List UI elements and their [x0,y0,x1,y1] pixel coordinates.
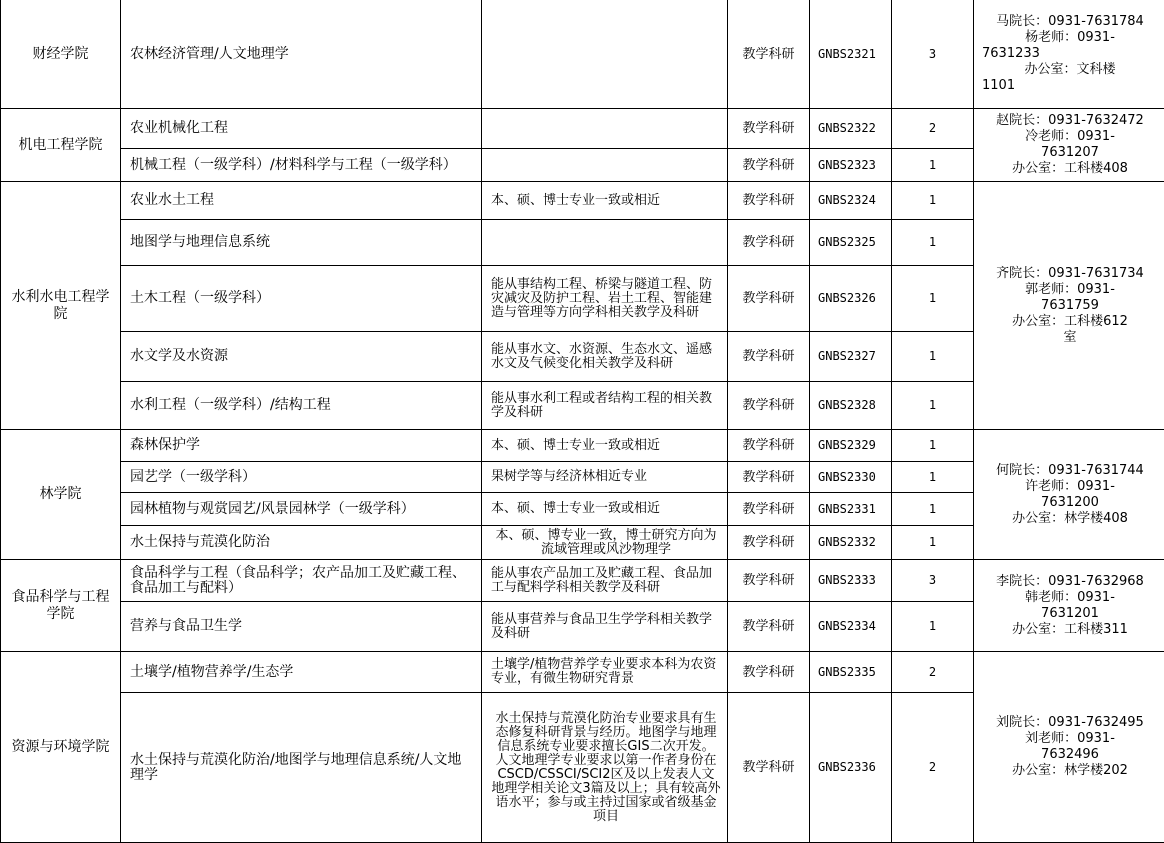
requirement-cell: 本、硕、博士专业一致或相近 [482,430,728,462]
college-name: 机电工程学院 [1,109,121,182]
table-row [1,0,1164,109]
contact-dean: 何院长：0931-7631744 [996,462,1144,478]
position-code: GNBS2324 [810,182,892,220]
headcount: 2 [892,693,974,843]
contact-dean: 马院长：0931-7631784 [996,14,1144,29]
college-name: 资源与环境学院 [1,652,121,843]
contact-info [974,560,1164,652]
table-row [1,652,1164,693]
position-type: 教学科研 [728,109,810,149]
requirement-cell [482,0,728,109]
contact-office: 办公室：林学楼408 [1012,510,1128,526]
table-row [1,430,1164,462]
major-cell: 水土保持与荒漠化防治/地图学与地理信息系统/人文地理学 [121,693,482,843]
position-type: 教学科研 [728,266,810,332]
position-type: 教学科研 [728,602,810,652]
contact-office: 办公室：工科楼408 [1012,161,1128,176]
requirement-cell: 能从事结构工程、桥梁与隧道工程、防灾减灾及防护工程、岩土工程、智能建造与管理等方向学科相关教学及科研 [482,266,728,332]
requirement-cell [482,220,728,266]
table-row [1,560,1164,602]
position-code: GNBS2335 [810,652,892,693]
headcount: 1 [892,462,974,493]
position-type: 教学科研 [728,462,810,493]
position-type: 教学科研 [728,149,810,182]
contact-phone: 7631201 [1041,605,1099,621]
contact-phone: 7631759 [1041,297,1099,313]
major-cell: 农业水土工程 [121,182,482,220]
contact-dean: 李院长：0931-7632968 [996,573,1144,589]
position-type: 教学科研 [728,560,810,602]
contact-teacher: 郭老师：0931- [1025,281,1115,297]
contact-phone: 7631233 [982,46,1040,61]
requirement-cell [482,109,728,149]
contact-office: 办公室：工科楼612 [1012,313,1128,329]
major-cell: 水土保持与荒漠化防治 [121,526,482,560]
headcount: 1 [892,149,974,182]
position-code: GNBS2336 [810,693,892,843]
major-cell: 水文学及水资源 [121,332,482,382]
contact-phone: 7631207 [1041,145,1099,160]
contact-phone: 7631200 [1041,494,1099,510]
requirement-cell: 土壤学/植物营养学专业要求本科为农资专业，有微生物研究背景 [482,652,728,693]
position-type: 教学科研 [728,652,810,693]
requirement-cell [482,149,728,182]
requirement-cell: 本、硕、博士专业一致或相近 [482,182,728,220]
headcount: 1 [892,602,974,652]
position-type: 教学科研 [728,382,810,430]
position-code: GNBS2325 [810,220,892,266]
college-name: 水利水电工程学院 [1,182,121,430]
requirement-cell: 能从事农产品加工及贮藏工程、食品加工与配料学科相关教学及科研 [482,560,728,602]
headcount: 3 [892,560,974,602]
headcount: 1 [892,182,974,220]
contact-info [974,0,1164,109]
position-type: 教学科研 [728,693,810,843]
college-name: 林学院 [1,430,121,560]
contact-info [974,182,1164,430]
requirement-cell: 本、硕、博士专业一致或相近 [482,493,728,526]
major-cell: 机械工程（一级学科）/材料科学与工程（一级学科） [121,149,482,182]
position-type: 教学科研 [728,182,810,220]
contact-teacher: 韩老师：0931- [1025,589,1115,605]
contact-office: 办公室：工科楼311 [1012,621,1128,637]
requirement-cell: 能从事水文、水资源、生态水文、遥感水文及气候变化相关教学及科研 [482,332,728,382]
contact-teacher: 许老师：0931- [1025,478,1115,494]
major-cell: 园艺学（一级学科） [121,462,482,493]
headcount: 1 [892,266,974,332]
table-row [1,109,1164,149]
college-name: 食品科学与工程学院 [1,560,121,652]
position-code: GNBS2329 [810,430,892,462]
contact-office: 办公室：文科楼 [1024,62,1116,77]
college-name: 财经学院 [1,0,121,109]
position-code: GNBS2321 [810,0,892,109]
major-cell: 食品科学与工程（食品科学；农产品加工及贮藏工程、食品加工与配料） [121,560,482,602]
contact-office-room: 室 [1063,329,1077,345]
position-code: GNBS2322 [810,109,892,149]
table-row [1,182,1164,220]
position-type: 教学科研 [728,0,810,109]
major-cell: 水利工程（一级学科）/结构工程 [121,382,482,430]
contact-info [974,430,1164,560]
position-code: GNBS2334 [810,602,892,652]
position-code: GNBS2323 [810,149,892,182]
position-type: 教学科研 [728,493,810,526]
position-type: 教学科研 [728,430,810,462]
headcount: 1 [892,220,974,266]
headcount: 3 [892,0,974,109]
headcount: 2 [892,652,974,693]
position-type: 教学科研 [728,220,810,266]
major-cell: 土木工程（一级学科） [121,266,482,332]
contact-office: 办公室：林学楼202 [1012,763,1128,778]
headcount: 1 [892,493,974,526]
requirement-cell: 能从事水利工程或者结构工程的相关教学及科研 [482,382,728,430]
contact-phone: 7632496 [1041,747,1099,762]
headcount: 1 [892,332,974,382]
contact-info [974,109,1164,182]
contact-teacher: 杨老师：0931- [1025,30,1115,45]
contact-info [974,652,1164,843]
requirement-cell: 果树学等与经济林相近专业 [482,462,728,493]
major-cell: 营养与食品卫生学 [121,602,482,652]
contact-teacher: 刘老师：0931- [1025,731,1115,746]
position-code: GNBS2330 [810,462,892,493]
major-cell: 地图学与地理信息系统 [121,220,482,266]
headcount: 2 [892,109,974,149]
contact-dean: 刘院长：0931-7632495 [996,715,1144,730]
major-cell: 园林植物与观赏园艺/风景园林学（一级学科） [121,493,482,526]
requirement-cell: 水土保持与荒漠化防治专业要求具有生态修复科研背景与经历。地图学与地理信息系统专业要求擅长GIS二次开发。人文地理学专业要求以第一作者身份在CSCD/CSSCI/SCI2区及以上发表人文地理学相关论文3篇及以上；具有较高外语水平；参与或主持过国家或省级基金项目 [482,693,728,843]
requirement-cell: 本、硕、博专业一致，博士研究方向为流域管理或风沙物理学 [482,526,728,560]
requirement-cell: 能从事营养与食品卫生学学科相关教学及科研 [482,602,728,652]
major-cell: 土壤学/植物营养学/生态学 [121,652,482,693]
position-code: GNBS2332 [810,526,892,560]
position-code: GNBS2331 [810,493,892,526]
position-code: GNBS2326 [810,266,892,332]
headcount: 1 [892,382,974,430]
headcount: 1 [892,526,974,560]
position-type: 教学科研 [728,526,810,560]
major-cell: 农林经济管理/人文地理学 [121,0,482,109]
contact-dean: 齐院长：0931-7631734 [996,265,1144,281]
position-code: GNBS2327 [810,332,892,382]
contact-dean: 赵院长：0931-7632472 [996,113,1144,128]
contact-teacher: 冷老师：0931- [1025,129,1115,144]
major-cell: 森林保护学 [121,430,482,462]
position-type: 教学科研 [728,332,810,382]
headcount: 1 [892,430,974,462]
position-code: GNBS2328 [810,382,892,430]
major-cell: 农业机械化工程 [121,109,482,149]
position-code: GNBS2333 [810,560,892,602]
contact-office-room: 1101 [982,78,1016,93]
